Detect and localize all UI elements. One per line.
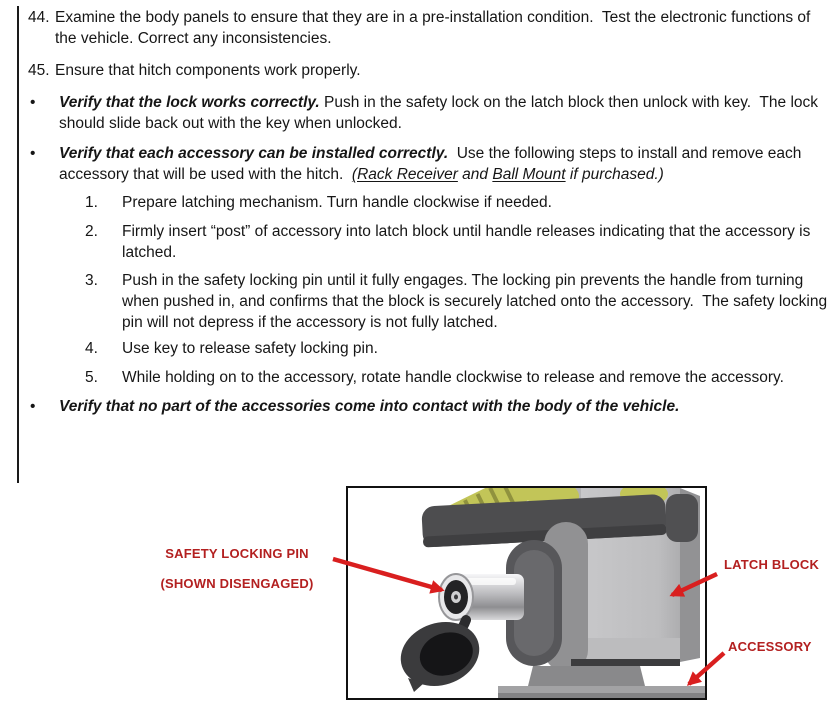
bullet-marker: • bbox=[30, 398, 36, 415]
step-text: While holding on to the accessory, rotate handle clockwise to release and remove the accessory. bbox=[122, 369, 784, 386]
item-text: Ensure that hitch components work properly. bbox=[55, 62, 361, 79]
body-text: Use the following steps to install and remove each accessory that will be used with the hitch. bbox=[59, 145, 806, 183]
bold-lead: Verify that the lock works correctly. bbox=[59, 94, 320, 111]
conjunction: and bbox=[457, 166, 493, 183]
ball-mount-ref: Ball Mount bbox=[492, 166, 566, 183]
step-text: Push in the safety locking pin until it fully engages. The locking pin prevents the handle from turning when pushed in, and confirms that the block is securely latched onto the accessory. The safety locking pin will not depress if the accessory is not fully latched. bbox=[122, 272, 832, 331]
step-text: Prepare latching mechanism. Turn handle clockwise if needed. bbox=[122, 194, 552, 211]
step-number: 3. bbox=[85, 272, 98, 289]
step-number: 1. bbox=[85, 194, 98, 211]
sentence-end: . bbox=[675, 398, 680, 415]
item-number: 44. bbox=[28, 9, 50, 26]
rubber-cap bbox=[392, 612, 487, 696]
block-side-tab bbox=[666, 494, 698, 542]
step-number: 2. bbox=[85, 223, 98, 240]
bullet-marker: • bbox=[30, 94, 36, 111]
step-text: Use key to release safety locking pin. bbox=[122, 340, 378, 357]
label-accessory: ACCESSORY bbox=[728, 639, 812, 654]
label-safety-locking-pin bbox=[140, 546, 334, 592]
latch-illustration bbox=[348, 488, 705, 698]
step-text: Firmly insert “post” of accessory into latch block until handle releases indicating that the accessory is latched. bbox=[122, 223, 815, 261]
product-photo bbox=[346, 486, 707, 700]
bold-lead: Verify that no part of the accessories come into contact with the body of the vehicle bbox=[59, 398, 676, 415]
rack-receiver-ref: (Rack Receiver bbox=[351, 166, 458, 183]
bullet-marker: • bbox=[30, 145, 36, 162]
bold-lead: Verify that each accessory can be installed correctly. bbox=[59, 145, 449, 162]
body-text: Push in the safety lock on the latch block then unlock with key. The lock should slide back out with the key when unlocked. bbox=[59, 94, 823, 132]
step-number: 4. bbox=[85, 340, 98, 357]
label-line-1: SAFETY LOCKING PIN bbox=[165, 546, 309, 561]
paren-tail: if purchased.) bbox=[565, 166, 664, 183]
step-number: 5. bbox=[85, 369, 98, 386]
safety-locking-pin-shape bbox=[439, 574, 524, 620]
item-number: 45. bbox=[28, 62, 50, 79]
label-line-2: (SHOWN DISENGAGED) bbox=[160, 576, 314, 591]
label-latch-block: LATCH BLOCK bbox=[724, 557, 820, 572]
item-text: Examine the body panels to ensure that they are in a pre-installation condition. Test the electronic functions of the vehicle. Correct any inconsistencies. bbox=[55, 9, 815, 47]
